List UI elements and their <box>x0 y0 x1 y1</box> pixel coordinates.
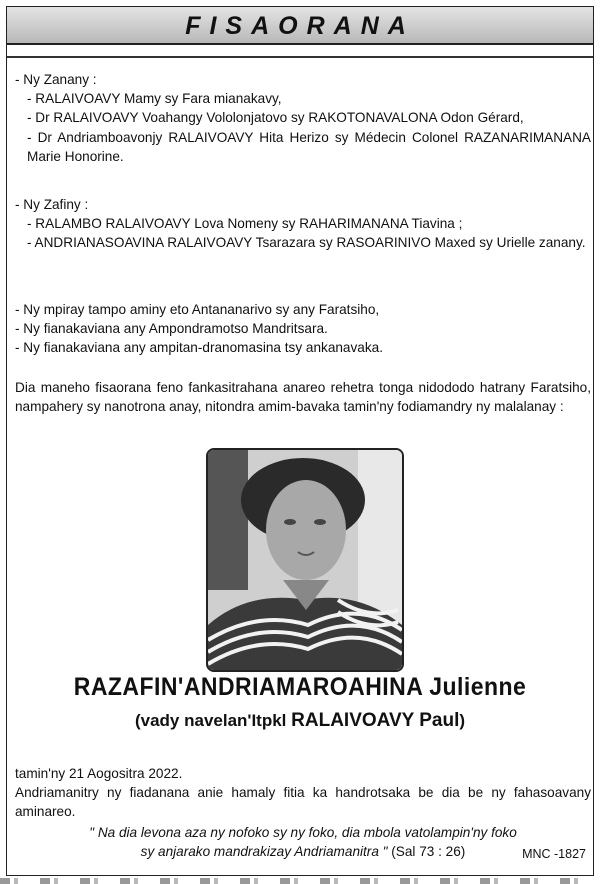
header-divider <box>7 56 593 58</box>
quote-reference: (Sal 73 : 26) <box>391 844 466 860</box>
children-section <box>15 70 591 166</box>
closing-section <box>15 764 591 822</box>
notice-code: MNC -1827 <box>522 847 586 861</box>
children-heading: - Ny Zanany : <box>15 72 97 87</box>
portrait-image <box>208 450 402 670</box>
page-title: FISAORANA <box>185 12 415 40</box>
bible-quote <box>15 823 591 861</box>
header-banner <box>7 7 593 45</box>
bottom-edge-strip <box>0 878 600 884</box>
grandchildren-heading: - Ny Zafiny : <box>15 197 89 212</box>
grandchildren-item: - RALAMBO RALAIVOAVY Lova Nomeny sy RAHARIMANANA Tiavina ; <box>27 216 463 232</box>
date-line: tamin'ny 21 Aogositra 2022. <box>15 766 183 781</box>
deceased-name: RAZAFIN'ANDRIAMAROAHINA Julienne <box>73 673 527 701</box>
spouse-name: RALAIVOAVY Paul <box>291 710 460 731</box>
quote-line: " Na dia levona aza ny nofoko sy ny foko, dia mbola vatolampin'ny foko <box>89 825 517 840</box>
spouse-line <box>0 710 600 732</box>
family-item: - Ny fianakaviana any Ampondramotso Mandritsara. <box>15 321 328 337</box>
blessing-message: Andriamanitry ny fiadanana anie hamaly fitia ka handrotsaka be dia be ny fahasoavany aminareo. <box>15 785 591 820</box>
quote-line: sy anjarako mandrakizay Andriamanitra " <box>140 844 388 860</box>
family-section <box>15 300 591 358</box>
family-item: - Ny mpiray tampo aminy eto Antananarivo sy any Faratsiho, <box>15 302 380 317</box>
grandchildren-item: - ANDRIANASOAVINA RALAIVOAVY Tsarazara sy RASOARINIVO Maxed sy Urielle zanany. <box>27 235 586 251</box>
family-item: - Ny fianakaviana any ampitan-dranomasina tsy ankanavaka. <box>15 340 383 356</box>
portrait-photo <box>206 448 404 672</box>
grandchildren-section <box>15 195 591 253</box>
children-item: - Dr Andriamboavonjy RALAIVOAVY Hita Herizo sy Médecin Colonel RAZANARIMANANA Marie Honorine. <box>27 129 591 164</box>
children-item: - Dr RALAIVOAVY Voahangy Vololonjatovo sy RAKOTONAVALONA Odon Gérard, <box>27 110 524 126</box>
spouse-prefix: (vady navelan'Itpkl <box>134 711 287 730</box>
children-item: - RALAIVOAVY Mamy sy Fara mianakavy, <box>27 91 282 107</box>
spouse-suffix: ) <box>459 711 466 730</box>
thanks-paragraph: Dia maneho fisaorana feno fankasitrahana anareo rehetra tonga nidododo hatrany Faratsiho, nampahery sy nanotrona anay, nitondra amim-bavaka tamin'ny fodiamandry ny malalanay : <box>15 380 591 415</box>
